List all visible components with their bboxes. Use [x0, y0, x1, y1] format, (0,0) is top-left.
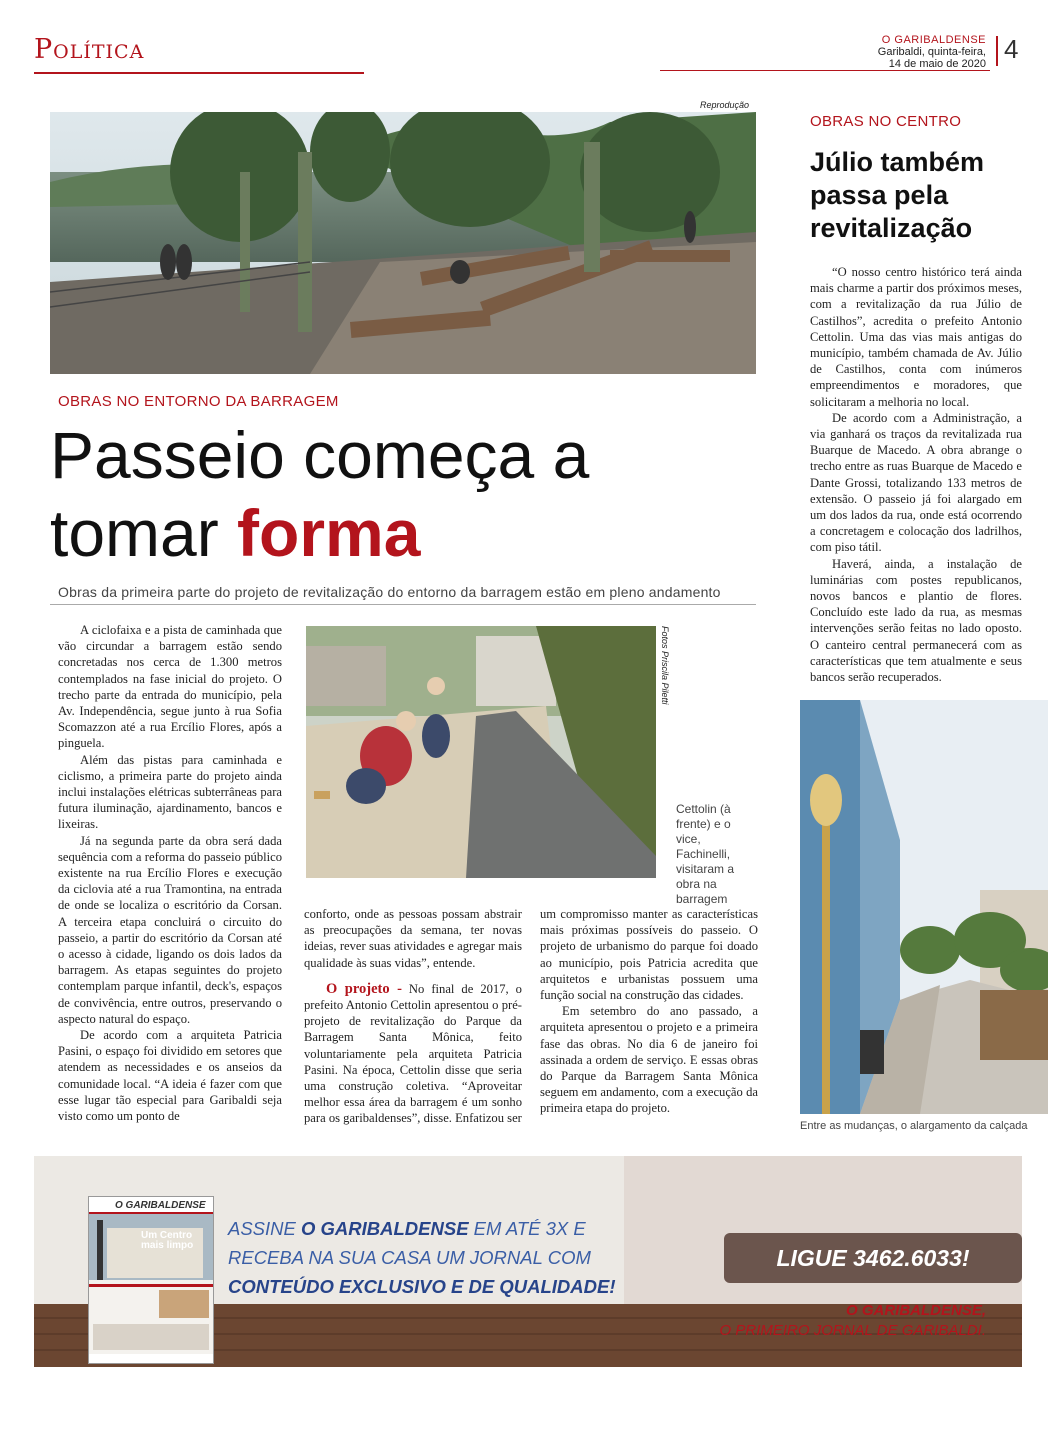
masthead — [878, 34, 986, 70]
call-phone-button[interactable]: LIGUE 3462.6033! — [724, 1233, 1022, 1283]
paragraph: “O nosso centro histórico terá ainda mais charme a partir dos próximos meses, com a revitalização da rua Júlio de Castilhos”, acredita o prefeito Antonio Cettolin. Uma das vias mais antigas do município, também chamada de Av. Júlio de Castilhos, conta com inúmeros empreendimentos e moradores, que solicitaram a melhoria no local. — [810, 265, 1022, 409]
paragraph-text: No final de 2017, o prefeito Antonio Cettolin apresentou o pré-projeto de revitalização do Parque da Barragem Santa Mônica, feito voluntariamente pela arquiteta Patricia Pasini. Na época, Cettolin disse que seria uma construção coletiva. “Aproveitar melhor essa área da barragem é um sonho para os garibaldenses”, disse. Enfatizou ser — [304, 981, 522, 1126]
ad-line-1-bold: O GARIBALDENSE — [301, 1218, 469, 1239]
street-photo-image — [800, 700, 1048, 1114]
paragraph: Além das pistas para caminhada e ciclismo, a primeira parte do projeto ainda inclui instalações elétricas subterrâneas para futura iluminação, ajardinamento, bancos e lixeiras. — [58, 752, 282, 832]
header-rule-right — [660, 70, 990, 71]
ad-line-1-pre: ASSINE — [228, 1218, 301, 1239]
ad-line-1-post: EM ATÉ 3X E — [468, 1218, 586, 1239]
side-column — [810, 264, 1022, 685]
ad-tagline-2: O PRIMEIRO JORNAL DE GARIBALDI. — [719, 1322, 986, 1339]
street-photo-caption: Entre as mudanças, o alargamento da calçada — [800, 1120, 1028, 1132]
paragraph: Em setembro do ano passado, a arquiteta apresentou o projeto e a primeira fase das obras. No dia 6 de janeiro foi assinada a ordem de serviço. E essas obras do Parque da Barragem Santa Mônica seguem em andamento, com a execução da primeira etapa do projeto. — [540, 1004, 758, 1116]
headline-line-1: Passeio começa a — [50, 418, 590, 492]
paragraph: um compromisso manter as características mais próximas possíveis do passeio. O projeto de urbanismo do parque foi doado ao município, pois Patricia acredita que arquitetos e urbanistas possuem uma função social na construção das cidades. — [540, 907, 758, 1003]
subhead-o-projeto: O projeto - — [326, 980, 402, 997]
main-headline — [50, 416, 750, 572]
construction-photo-caption: Cettolin (à frente) e o vice, Fachinelli, visitaram a obra na barragem — [676, 802, 735, 906]
main-photo-rendering — [50, 112, 756, 374]
page-number: 4 — [1004, 34, 1019, 64]
page-number-divider — [996, 36, 998, 66]
main-column-2 — [304, 906, 522, 1127]
construction-photo-credit: Fotos Priscila Piletti — [660, 626, 670, 705]
deck-rule — [50, 604, 756, 605]
main-kicker: OBRAS NO ENTORNO DA BARRAGEM — [58, 393, 339, 410]
header-rule-left — [34, 72, 364, 74]
masthead-dateline-1: Garibaldi, quinta-feira, — [877, 46, 986, 58]
main-deck: Obras da primeira parte do projeto de revitalização do entorno da barragem estão em pleno andamento — [58, 584, 721, 600]
cover-masthead: O GARIBALDENSE — [89, 1197, 213, 1214]
headline-line-2 — [50, 494, 750, 572]
masthead-paper-name: O GARIBALDENSE — [881, 34, 986, 46]
ad-line-1 — [228, 1214, 648, 1243]
paragraph: De acordo com a Administração, a via ganhará os traços da revitalizada rua Buarque de Macedo. A obra abrange o trecho entre as ruas Buarque de Macedo e Dante Grossi, totalizando 133 metros de extensão. O passeio já foi alargado em um dos lados da rua, onde está ocorrendo a concretagem e colocação dos ladrilhos, com piso tátil. — [810, 410, 1022, 555]
paragraph: De acordo com a arquiteta Patricia Pasini, o espaço foi dividido em setores que atendem as necessidades e os anseios da comunidade local. “A ideia é fazer com que esse lugar tão especial para Garibaldi seja visto como um ponto de — [58, 1028, 282, 1124]
paragraph: Haverá, ainda, a instalação de luminárias com postes republicanos, novos bancos e plantio de flores. Concluído este lado da rua, as mesmas intervenções serão feitas no lado oposto. O canteiro central permanecerá com as características que tem atualmente e seus bancos serão recuperados. — [810, 556, 1022, 685]
main-photo-credit: Reprodução — [700, 100, 750, 110]
paragraph: Já na segunda parte da obra será dada sequência com a reforma do passeio público existente na rua Ercílio Flores e execução da ciclovia até a rua Tramontina, na entrada de onde se localiza o escritório da Corsan. A terceira etapa concluirá o circuito do passeio, a partir do escritório da Corsan até o acesso à cidade, ligando os dois lados da barragem. As etapas seguintes do projeto contemplam parque infantil, deck's, espaços de convivência, entre outros, preservando o aspecto natural do espaço. — [58, 833, 282, 1026]
paragraph: conforto, onde as pessoas possam abstrair as preocupações da semana, ter novas ideias, rever suas atividades e agregar mais qualidade às suas vidas”, entende. — [304, 907, 522, 970]
promenade-illustration — [50, 112, 756, 374]
ad-copy — [228, 1214, 648, 1301]
cover-headline: Um Centro mais limpo — [141, 1230, 194, 1251]
side-headline: Júlio também passa pela revitalização — [810, 147, 985, 243]
side-kicker: OBRAS NO CENTRO — [810, 113, 962, 130]
headline-line-2-text: tomar — [50, 496, 238, 570]
main-column-1 — [58, 622, 282, 1124]
ad-line-3: CONTEÚDO EXCLUSIVO E DE QUALIDADE! — [228, 1276, 616, 1297]
section-title: Política — [34, 34, 145, 65]
headline-highlight: forma — [237, 496, 421, 570]
construction-photo-image — [306, 626, 656, 878]
newspaper-cover-thumbnail — [88, 1196, 214, 1364]
construction-photo — [306, 626, 656, 878]
paragraph: A ciclofaixa e a pista de caminhada que vão circundar a barragem estão sendo concretadas nos cerca de 1.300 metros contemplados na fase inicial do projeto. O trecho parte da entrada do município, pela Av. Independência, segue junto à rua Sofia Scomazzon até a rua Ercílio Flores, após a pinguela. — [58, 623, 282, 751]
paragraph-with-subhead — [304, 981, 522, 1127]
street-photo — [800, 700, 1048, 1114]
main-column-3 — [540, 906, 758, 1117]
ad-tagline-1: O GARIBALDENSE, — [845, 1302, 986, 1319]
ad-line-2: RECEBA NA SUA CASA UM JORNAL COM — [228, 1247, 591, 1268]
masthead-dateline-2: 14 de maio de 2020 — [888, 58, 986, 70]
